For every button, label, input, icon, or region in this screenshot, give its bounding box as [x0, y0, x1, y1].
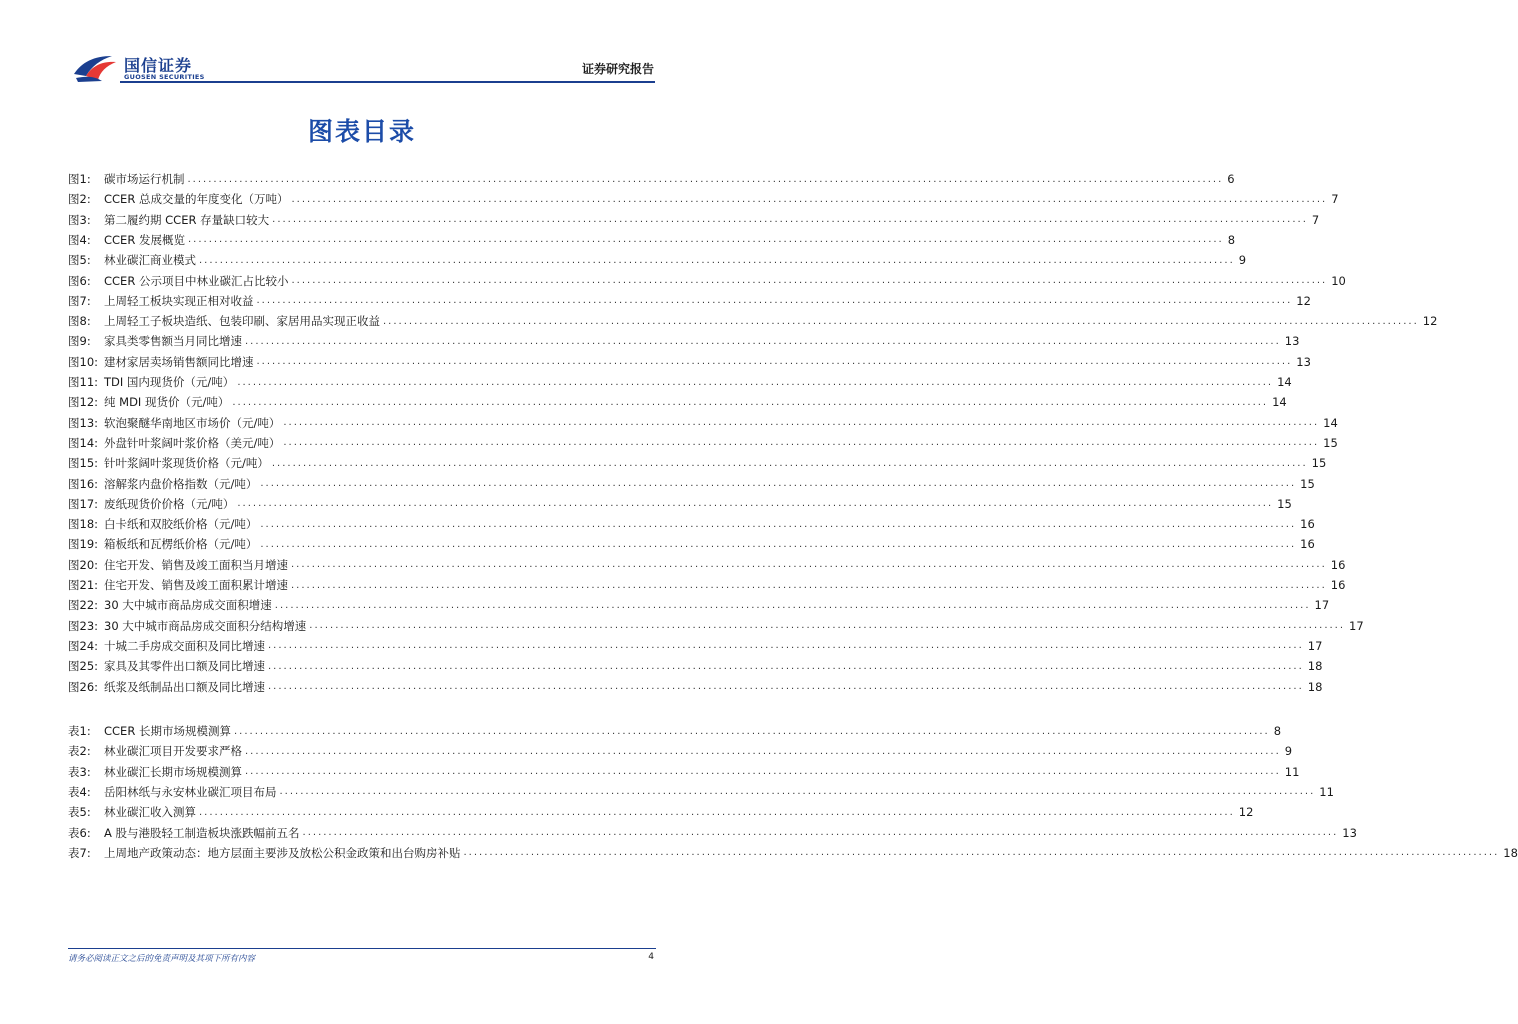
figure-entry-title: 上周轻工板块实现正相对收益: [104, 293, 254, 308]
figure-entry-page: 12: [1296, 293, 1311, 308]
figure-entry-title: 30 大中城市商品房成交面积增速: [104, 598, 272, 613]
figure-entry-title: CCER 总成交量的年度变化（万吨）: [104, 192, 289, 207]
dot-leader: ........................................................................................................................................................................................................: [260, 518, 1297, 530]
table-entry[interactable]: [68, 762, 1300, 782]
figure-entry-page: 14: [1272, 395, 1287, 410]
table-entry[interactable]: [68, 843, 1518, 863]
figure-entry[interactable]: [68, 372, 1292, 392]
figure-entry-label: 图2:: [68, 192, 91, 207]
figure-entry-page: 16: [1330, 557, 1346, 572]
report-type: 证券研究报告: [581, 62, 654, 76]
figure-entry[interactable]: [68, 555, 1346, 575]
figure-entry[interactable]: [68, 189, 1339, 209]
figure-entry-title: 纸浆及纸制品出口额及同比增速: [104, 679, 265, 694]
figure-entry-page: 15: [1277, 496, 1292, 511]
figure-entry-label: 图4:: [68, 232, 91, 247]
dot-leader: ........................................................................................................................................................................................................: [256, 356, 1293, 368]
figure-entry-page: 18: [1307, 659, 1323, 674]
figure-entry[interactable]: [68, 514, 1315, 534]
dot-leader: ........................................................................................................................................................................................................: [237, 498, 1274, 510]
figure-entry[interactable]: [68, 291, 1311, 311]
guosen-logo-icon: [72, 52, 120, 84]
table-entry-label: 表7:: [68, 845, 91, 860]
figure-entry[interactable]: [68, 311, 1438, 331]
figure-entry-page: 7: [1331, 192, 1339, 207]
dot-leader: ........................................................................................................................................................................................................: [291, 579, 1327, 591]
dot-leader: ........................................................................................................................................................................................................: [245, 745, 1281, 757]
figure-entry-label: 图5:: [68, 253, 91, 268]
figure-entry[interactable]: [68, 230, 1236, 250]
table-entry-title: 上周地产政策动态：地方层面主要涉及放松公积金政策和出台购房补贴: [104, 845, 461, 860]
figure-entry-page: 15: [1311, 456, 1327, 471]
dot-leader: ........................................................................................................................................................................................................: [463, 847, 1500, 859]
figure-entry-label: 图11:: [68, 375, 99, 389]
table-entry-title: 林业碳汇项目开发要求严格: [104, 744, 242, 759]
figure-entry-page: 15: [1323, 435, 1338, 450]
figure-entry-page: 8: [1227, 232, 1236, 247]
figure-entry[interactable]: [68, 250, 1247, 270]
figure-entry-label: 图17:: [68, 496, 99, 511]
figure-entry-page: 14: [1323, 415, 1338, 430]
figure-entry[interactable]: [68, 210, 1320, 230]
figure-entry-label: 图20:: [68, 557, 99, 572]
figure-entry-label: 图9:: [68, 334, 91, 349]
page-title: 图表目录: [307, 117, 416, 146]
figure-entry-label: 图19:: [68, 537, 99, 552]
figure-entry-page: 12: [1422, 314, 1438, 329]
figure-entry-label: 图25:: [68, 659, 99, 674]
figure-entry-title: TDI 国内现货价（元/吨）: [104, 375, 235, 389]
figure-entry-page: 15: [1300, 476, 1315, 491]
table-entry-title: 林业碳汇长期市场规模测算: [104, 764, 242, 779]
dot-leader: ........................................................................................................................................................................................................: [260, 538, 1297, 550]
dot-leader: ........................................................................................................................................................................................................: [268, 660, 1304, 672]
figure-entry-title: 林业碳汇商业模式: [104, 253, 196, 268]
figure-entry-label: 图1:: [68, 172, 91, 186]
table-entry-page: 9: [1284, 744, 1293, 759]
figure-entry-label: 图22:: [68, 598, 99, 613]
figure-entry-title: 白卡纸和双胶纸价格（元/吨）: [104, 517, 258, 532]
figure-entry-page: 16: [1300, 537, 1315, 552]
figure-entry-label: 图23:: [68, 618, 99, 633]
table-entry-page: 12: [1238, 805, 1254, 820]
table-entry-page: 8: [1273, 724, 1282, 738]
figure-entry-label: 图15:: [68, 456, 99, 471]
figure-entry-title: 家具类零售额当月同比增速: [104, 334, 242, 349]
figure-entry[interactable]: [68, 169, 1235, 189]
table-entry[interactable]: [68, 721, 1282, 741]
figure-entry-page: 17: [1314, 598, 1330, 613]
figure-entry-label: 图18:: [68, 517, 99, 532]
figure-entry-label: 图26:: [68, 679, 99, 694]
table-entry-title: 林业碳汇收入测算: [104, 805, 196, 820]
dot-leader: ........................................................................................................................................................................................................: [302, 827, 1339, 838]
dot-leader: ........................................................................................................................................................................................................: [283, 437, 1320, 449]
dot-leader: ........................................................................................................................................................................................................: [199, 806, 1235, 818]
figure-entry-title: 建材家居卖场销售额同比增速: [104, 354, 254, 369]
table-entry-label: 表6:: [68, 825, 91, 840]
figure-entry[interactable]: [68, 677, 1323, 697]
figure-entry-label: 图10:: [68, 354, 99, 369]
figure-entry[interactable]: [68, 392, 1287, 412]
dot-leader: ........................................................................................................................................................................................................: [268, 640, 1304, 652]
figure-entry-label: 图14:: [68, 435, 99, 450]
figure-entry-title: 住宅开发、销售及竣工面积累计增速: [104, 578, 288, 592]
figure-entry-label: 图16:: [68, 476, 99, 491]
table-entry[interactable]: [68, 782, 1334, 802]
dot-leader: ........................................................................................................................................................................................................: [274, 599, 1311, 611]
dot-leader: ........................................................................................................................................................................................................: [187, 234, 1224, 246]
dot-leader: ........................................................................................................................................................................................................: [232, 396, 1269, 408]
table-entry-label: 表1:: [68, 724, 91, 738]
figure-entry-label: 图21:: [68, 578, 99, 592]
figure-entry-page: 13: [1284, 334, 1300, 349]
figure-entry-title: 30 大中城市商品房成交面积分结构增速: [104, 618, 307, 633]
figure-entry-label: 图7:: [68, 293, 91, 308]
table-entry-page: 11: [1319, 784, 1334, 799]
dot-leader: ........................................................................................................................................................................................................: [187, 173, 1224, 185]
figure-entry-page: 17: [1349, 618, 1364, 633]
table-entry-title: 岳阳林纸与永安林业碳汇项目布局: [104, 784, 277, 799]
table-entry[interactable]: [68, 802, 1254, 822]
figure-entry[interactable]: [68, 453, 1327, 473]
table-entry-label: 表3:: [68, 764, 91, 779]
dot-leader: ........................................................................................................................................................................................................: [272, 214, 1308, 226]
figure-entry-page: 10: [1331, 273, 1346, 288]
dot-leader: ........................................................................................................................................................................................................: [245, 335, 1281, 347]
figure-entry[interactable]: [68, 534, 1315, 554]
figure-entry-title: 溶解浆内盘价格指数（元/吨）: [104, 476, 258, 491]
figure-entry-page: 18: [1307, 679, 1323, 694]
dot-leader: ........................................................................................................................................................................................................: [245, 766, 1281, 778]
dot-leader: ........................................................................................................................................................................................................: [309, 620, 1346, 632]
figure-entry[interactable]: [68, 575, 1346, 595]
figure-entry-title: 碳市场运行机制: [104, 172, 185, 186]
figure-entry-title: 纯 MDI 现货价（元/吨）: [104, 395, 230, 410]
figure-entry-page: 14: [1277, 375, 1292, 389]
figure-entry[interactable]: [68, 474, 1315, 494]
table-entry-page: 11: [1284, 764, 1300, 779]
dot-leader: ........................................................................................................................................................................................................: [291, 275, 1328, 286]
figure-entry[interactable]: [68, 494, 1292, 514]
table-entry-label: 表5:: [68, 805, 91, 820]
figure-entry-page: 16: [1300, 517, 1315, 532]
figure-entry-label: 图13:: [68, 415, 99, 430]
dot-leader: ........................................................................................................................................................................................................: [237, 376, 1274, 388]
header-divider: [120, 81, 655, 83]
dot-leader: ........................................................................................................................................................................................................: [199, 254, 1235, 266]
figure-entry-title: 废纸现货价价格（元/吨）: [104, 496, 235, 511]
figure-entry[interactable]: [68, 636, 1323, 656]
table-entry[interactable]: [68, 823, 1357, 843]
footer-disclaimer: 请务必阅读正文之后的免责声明及其项下所有内容: [68, 954, 256, 964]
table-entry-title: A 股与港股轻工制造板块涨跌幅前五名: [104, 825, 300, 840]
figure-entry-label: 图3:: [68, 212, 91, 227]
dot-leader: ........................................................................................................................................................................................................: [279, 786, 1316, 798]
figure-entry-page: 6: [1227, 172, 1235, 186]
figure-entry-title: 十城二手房成交面积及同比增速: [104, 638, 265, 653]
figure-entry-title: 外盘针叶浆阔叶浆价格（美元/吨）: [104, 435, 281, 450]
figure-entry[interactable]: [68, 656, 1323, 676]
figure-entry-page: 13: [1296, 354, 1311, 369]
logo-chinese-name: 国信证券: [124, 56, 193, 75]
figure-entry-label: 图24:: [68, 638, 99, 653]
figure-entry-title: 软泡聚醚华南地区市场价（元/吨）: [104, 415, 281, 430]
figure-entry-title: 上周轻工子板块造纸、包装印刷、家居用品实现正收益: [104, 314, 380, 329]
figure-entry[interactable]: [68, 433, 1338, 453]
figure-entry-page: 17: [1307, 638, 1323, 653]
figure-entry-page: 16: [1330, 578, 1346, 592]
figure-entry-label: 图8:: [68, 314, 91, 329]
figure-entry-title: CCER 发展概览: [104, 232, 185, 247]
figure-entry[interactable]: [68, 595, 1330, 615]
figure-entry-title: 住宅开发、销售及竣工面积当月增速: [104, 557, 288, 572]
logo-english-name: GUOSEN SECURITIES: [124, 73, 205, 81]
dot-leader: ........................................................................................................................................................................................................: [233, 725, 1270, 737]
table-entry-page: 13: [1342, 825, 1357, 840]
dot-leader: ........................................................................................................................................................................................................: [291, 559, 1327, 571]
footer-divider: [68, 948, 656, 949]
figure-entry-title: 箱板纸和瓦楞纸价格（元/吨）: [104, 537, 258, 552]
table-entry[interactable]: [68, 741, 1293, 761]
figure-entry-title: 第二履约期 CCER 存量缺口较大: [104, 212, 270, 227]
figure-entry-title: CCER 公示项目中林业碳汇占比较小: [104, 273, 289, 288]
figure-entry-title: 家具及其零件出口额及同比增速: [104, 659, 265, 674]
dot-leader: ........................................................................................................................................................................................................: [268, 681, 1304, 692]
figure-entry-title: 针叶浆阔叶浆现货价格（元/吨）: [104, 456, 269, 471]
figure-entry[interactable]: [68, 616, 1364, 636]
dot-leader: ........................................................................................................................................................................................................: [291, 193, 1328, 205]
dot-leader: ........................................................................................................................................................................................................: [271, 457, 1308, 469]
figure-entry[interactable]: [68, 352, 1311, 372]
dot-leader: ........................................................................................................................................................................................................: [260, 478, 1297, 489]
table-entry-label: 表2:: [68, 744, 91, 759]
figure-entry-label: 图12:: [68, 395, 99, 410]
dot-leader: ........................................................................................................................................................................................................: [283, 417, 1320, 429]
figure-entry[interactable]: [68, 413, 1338, 433]
table-entry-title: CCER 长期市场规模测算: [104, 724, 231, 738]
table-entry-page: 18: [1503, 845, 1518, 860]
figure-entry[interactable]: [68, 271, 1346, 291]
figure-entry-label: 图6:: [68, 273, 91, 288]
page-number: 4: [648, 952, 654, 962]
figure-entry[interactable]: [68, 331, 1300, 351]
dot-leader: ........................................................................................................................................................................................................: [383, 315, 1419, 327]
figure-entry-page: 7: [1311, 212, 1320, 227]
figure-entry-page: 9: [1238, 253, 1247, 268]
table-entry-label: 表4:: [68, 784, 91, 799]
dot-leader: ........................................................................................................................................................................................................: [256, 295, 1293, 307]
